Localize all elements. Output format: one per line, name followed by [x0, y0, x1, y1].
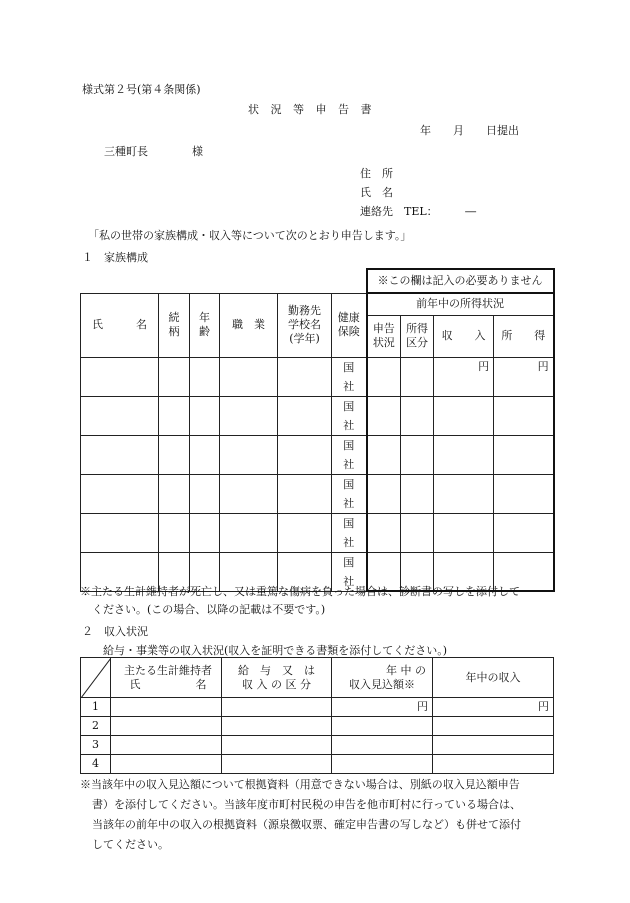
insurance-option-social[interactable]: 社 [343, 496, 355, 510]
header-salary-bottom: 収 入 の 区 分 [242, 677, 311, 691]
expected-income-cell[interactable] [332, 698, 433, 717]
document-title: 状 況 等 申 告 書 [248, 103, 376, 116]
earner-name-cell[interactable] [111, 698, 222, 717]
expected-income-cell[interactable] [332, 717, 433, 736]
header-earnings: 所 得 [494, 315, 554, 357]
form-number: 様式第２号(第４条関係) [82, 83, 201, 96]
relation-cell[interactable] [159, 474, 190, 513]
annual-income-cell[interactable] [433, 736, 554, 755]
annual-income-cell[interactable] [433, 698, 554, 717]
age-cell[interactable] [190, 357, 220, 396]
insurance-option-national[interactable]: 国 [343, 399, 355, 413]
insurance-cell [332, 396, 367, 435]
section1-footnote-2: ください。(この場合、以降の記載は不要です。) [92, 603, 326, 616]
header-workplace: 勤務先学校名(学年) [278, 293, 332, 357]
occupation-cell[interactable] [220, 513, 278, 552]
diagonal-cell [81, 658, 111, 698]
contact-label: 連絡先 TEL： ― [360, 205, 477, 218]
insurance-option-social[interactable]: 社 [343, 418, 355, 432]
section2-footnote-1: ※当該年中の収入見込額について根拠資料（用意できない場合は、別紙の収入見込額申告 [80, 778, 520, 791]
income-cell[interactable] [434, 513, 494, 552]
section2-footnote-4: してください。 [92, 838, 169, 851]
earner-name-cell[interactable] [111, 717, 222, 736]
insurance-option-national[interactable]: 国 [343, 438, 355, 452]
earnings-cell[interactable] [494, 396, 554, 435]
income-category-cell[interactable] [401, 513, 434, 552]
income-type-cell[interactable] [222, 755, 332, 774]
header-insurance: 健康保険 [332, 293, 367, 357]
annual-income-cell[interactable] [433, 717, 554, 736]
header-salary-top: 給 与 又 は [238, 663, 315, 677]
header-main-earner-bottom: 氏 名 [129, 677, 207, 691]
insurance-option-national[interactable]: 国 [343, 477, 355, 491]
diagonal-line-icon [81, 658, 111, 698]
header-income-category: 所得区分 [401, 315, 434, 357]
income-row [81, 755, 554, 774]
declared-cell[interactable] [367, 474, 401, 513]
header-name: 氏 名 [81, 293, 159, 357]
annual-income-cell[interactable] [433, 755, 554, 774]
income-row [81, 698, 554, 717]
workplace-cell[interactable] [278, 474, 332, 513]
insurance-option-social[interactable]: 社 [343, 379, 355, 393]
insurance-cell [332, 474, 367, 513]
declared-cell[interactable] [367, 396, 401, 435]
header-salary [222, 658, 332, 698]
earnings-cell[interactable] [494, 435, 554, 474]
income-table [80, 657, 554, 774]
income-category-cell[interactable] [401, 357, 434, 396]
age-cell[interactable] [190, 435, 220, 474]
header-age: 年齢 [190, 293, 220, 357]
insurance-option-national[interactable]: 国 [343, 516, 355, 530]
expected-income-cell[interactable] [332, 755, 433, 774]
declared-cell[interactable] [367, 357, 401, 396]
declared-cell[interactable] [367, 435, 401, 474]
age-cell[interactable] [190, 513, 220, 552]
insurance-cell [332, 435, 367, 474]
income-cell[interactable] [434, 435, 494, 474]
occupation-cell[interactable] [220, 357, 278, 396]
declared-cell[interactable] [367, 513, 401, 552]
family-table [80, 268, 555, 592]
header-main-earner [111, 658, 222, 698]
insurance-option-national[interactable]: 国 [343, 360, 355, 374]
family-row [81, 357, 554, 396]
unnecessary-note: ※この欄は記入の必要ありません [367, 269, 554, 293]
family-row [81, 396, 554, 435]
yen-unit: 円 [537, 359, 549, 373]
income-cell[interactable] [434, 474, 494, 513]
header-expected-bottom: 収入見込額※ [349, 677, 415, 691]
income-row [81, 717, 554, 736]
header-main-earner-top: 主たる生計維持者 [124, 663, 212, 677]
earnings-cell[interactable] [494, 357, 554, 396]
family-row [81, 513, 554, 552]
income-category-cell[interactable] [401, 435, 434, 474]
income-category-cell[interactable] [401, 396, 434, 435]
row-number: 4 [81, 755, 111, 774]
occupation-cell[interactable] [220, 435, 278, 474]
occupation-cell[interactable] [220, 396, 278, 435]
header-declared: 申告状況 [367, 315, 401, 357]
insurance-option-social[interactable]: 社 [343, 457, 355, 471]
income-type-cell[interactable] [222, 717, 332, 736]
declaration: 「私の世帯の家族構成・収入等について次のとおり申告します。」 [88, 229, 412, 242]
relation-cell[interactable] [159, 357, 190, 396]
row-number: 2 [81, 717, 111, 736]
section2-footnote-3: 当該年の前年中の収入の根拠資料（源泉徴収票、確定申告書の写しなど）も併せて添付 [92, 818, 521, 831]
header-expected [332, 658, 433, 698]
addressee: 三種町長 様 [104, 145, 203, 158]
family-row [81, 435, 554, 474]
insurance-option-social[interactable]: 社 [343, 535, 355, 549]
insurance-option-national[interactable]: 国 [343, 555, 355, 569]
address-label: 住 所 [360, 167, 393, 180]
income-cell[interactable] [434, 396, 494, 435]
name-cell[interactable] [81, 513, 159, 552]
workplace-cell[interactable] [278, 396, 332, 435]
yen-unit: 円 [478, 359, 490, 373]
section1-heading: １ 家族構成 [82, 251, 148, 264]
header-income: 収 入 [434, 315, 494, 357]
family-row [81, 474, 554, 513]
income-type-cell[interactable] [222, 698, 332, 717]
section2-footnote-2: 書）を添付してください。当該年度市町村民税の申告を他市町村に行っている場合は、 [92, 798, 521, 811]
name-cell[interactable] [81, 435, 159, 474]
section1-footnote-1: ※主たる生計維持者が死亡し、又は重篤な傷病を負った場合は、診断書の写しを添付して [80, 585, 520, 598]
workplace-cell[interactable] [278, 357, 332, 396]
income-type-cell[interactable] [222, 736, 332, 755]
name-label: 氏 名 [360, 186, 393, 199]
earnings-cell[interactable] [494, 474, 554, 513]
yen-unit: 円 [538, 700, 549, 713]
relation-cell[interactable] [159, 435, 190, 474]
header-prev-income: 前年中の所得状況 [367, 293, 554, 315]
submission-date: 年 月 日提出 [420, 124, 519, 137]
relation-cell[interactable] [159, 396, 190, 435]
header-annual-income: 年中の収入 [433, 658, 554, 698]
row-number: 1 [81, 698, 111, 717]
occupation-cell[interactable] [220, 474, 278, 513]
header-expected-top: 年 中 の [386, 663, 426, 677]
income-cell[interactable] [434, 357, 494, 396]
workplace-cell[interactable] [278, 513, 332, 552]
header-relation: 続柄 [159, 293, 190, 357]
insurance-cell [332, 357, 367, 396]
name-cell[interactable] [81, 396, 159, 435]
income-category-cell[interactable] [401, 474, 434, 513]
section2-heading: ２ 収入状況 [82, 625, 148, 638]
header-occupation: 職 業 [220, 293, 278, 357]
insurance-cell [332, 513, 367, 552]
relation-cell[interactable] [159, 513, 190, 552]
workplace-cell[interactable] [278, 435, 332, 474]
earnings-cell[interactable] [494, 513, 554, 552]
earner-name-cell[interactable] [111, 755, 222, 774]
age-cell[interactable] [190, 474, 220, 513]
yen-unit: 円 [417, 700, 428, 713]
insurance-option-social[interactable]: 社 [343, 574, 355, 588]
age-cell[interactable] [190, 396, 220, 435]
row-number: 3 [81, 736, 111, 755]
expected-income-cell[interactable] [332, 736, 433, 755]
name-cell[interactable] [81, 357, 159, 396]
name-cell[interactable] [81, 474, 159, 513]
income-row [81, 736, 554, 755]
earner-name-cell[interactable] [111, 736, 222, 755]
section2-subheading: 給与・事業等の収入状況(収入を証明できる書類を添付してください。) [103, 644, 448, 657]
